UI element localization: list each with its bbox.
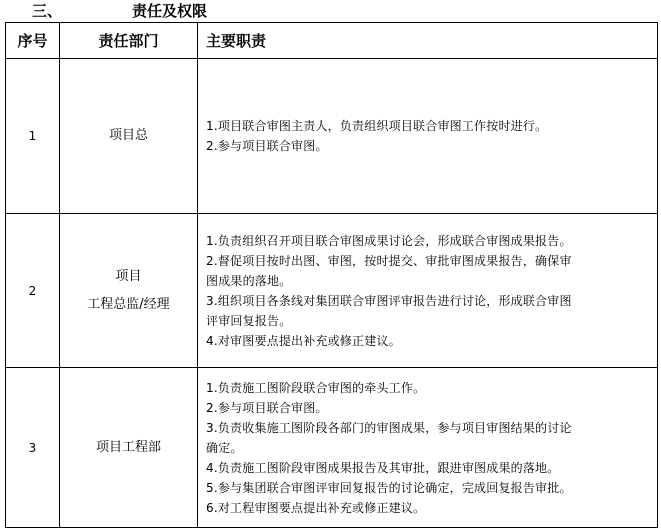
dept-line: 项目 [115,268,142,284]
dept-line: 项目总 [108,128,148,143]
duty-line: 5.参与集团联合审图评审回复报告的讨论确定，完成回复报告审批。 [206,480,572,495]
table-row [6,368,658,528]
duty-line: 1.负责施工图阶段联合审图的牵头工作。 [206,380,426,395]
table-row [6,59,658,214]
section-title: 责任及权限 [132,2,208,20]
header-duties: 主要职责 [198,23,658,59]
row-dept [60,368,198,528]
header-dept: 责任部门 [60,23,198,59]
duty-line: 确定。 [206,440,243,455]
row-dept [60,59,198,214]
duty-line: 2.督促项目按时出图、审图，按时提交、审批审图成果报告，确保审 [206,253,572,268]
row-duties [198,214,658,368]
row-duties [198,59,658,214]
responsibility-table [5,22,658,528]
duty-line: 3.组织项目各条线对集团联合审图评审报告进行讨论，形成联合审图 [206,293,572,308]
row-duties [198,368,658,528]
duty-line: 2.参与项目联合审图。 [206,400,328,415]
header-seq: 序号 [6,23,60,59]
duty-line: 1.负责组织召开项目联合审图成果讨论会，形成联合审图成果报告。 [206,233,572,248]
duty-line: 6.对工程审图要点提出补充或修正建议。 [206,500,426,515]
duty-line: 4.负责施工图阶段审图成果报告及其审批，跟进审图成果的落地。 [206,460,560,475]
dept-line: 工程总监/经理 [87,296,170,312]
duty-line: 2.参与项目联合审图。 [206,139,328,153]
row-dept [60,214,198,368]
duty-line: 1.项目联合审图主责人，负责组织项目联合审图工作按时进行。 [206,119,548,133]
row-seq: 3 [6,368,60,528]
row-seq: 2 [6,214,60,368]
section-number: 三、 [32,2,63,20]
duty-line: 4.对审图要点提出补充或修正建议。 [206,333,401,348]
section-heading [4,0,207,24]
duty-line: 3.负责收集施工图阶段各部门的审图成果，参与项目审图结果的讨论 [206,420,572,435]
table-header-row [6,23,658,59]
row-seq: 1 [6,59,60,214]
dept-line: 项目工程部 [95,439,161,455]
duty-line: 图成果的落地。 [206,273,292,288]
duty-line: 评审回复报告。 [206,313,292,328]
table-row [6,214,658,368]
